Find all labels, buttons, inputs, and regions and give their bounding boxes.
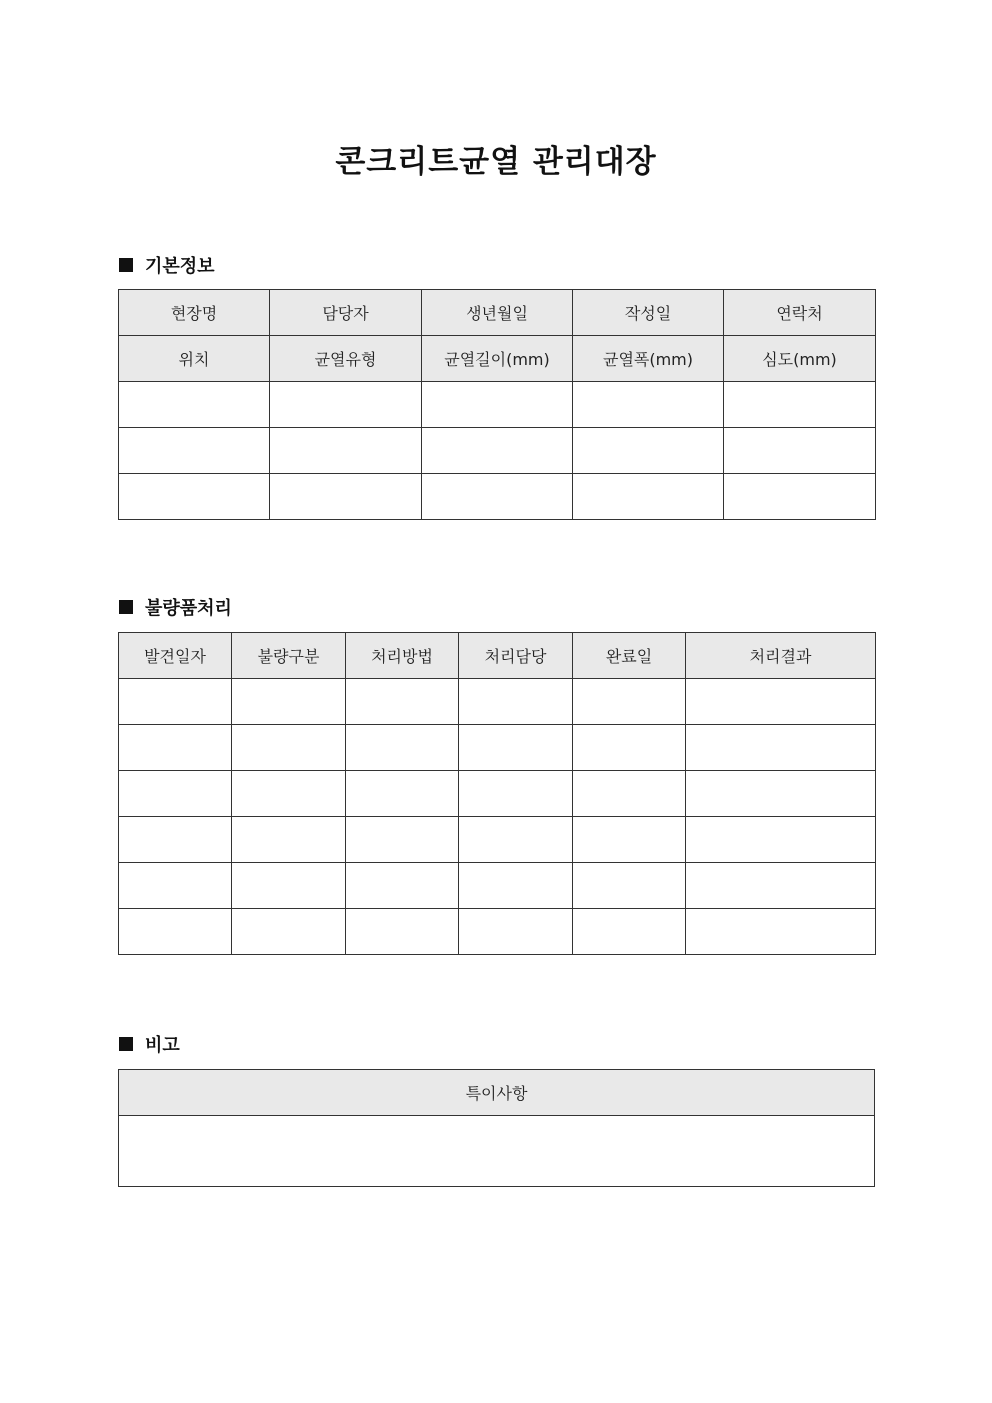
table-cell[interactable]	[119, 909, 232, 955]
table-cell[interactable]	[686, 863, 876, 909]
table-header-row	[119, 1070, 875, 1116]
table-cell[interactable]	[232, 863, 346, 909]
header-cell-defect-category: 불량구분	[232, 633, 346, 679]
table-cell[interactable]	[686, 909, 876, 955]
table-cell[interactable]	[422, 474, 573, 520]
table-cell[interactable]	[119, 771, 232, 817]
table-row	[119, 725, 876, 771]
table-row	[119, 817, 876, 863]
square-bullet-icon	[119, 600, 133, 614]
section-heading-remarks	[119, 1032, 180, 1056]
table-cell[interactable]	[232, 679, 346, 725]
table-header-row	[119, 633, 876, 679]
header-cell-crack-type: 균열유형	[270, 336, 422, 382]
table-cell[interactable]	[119, 679, 232, 725]
table-row	[119, 428, 876, 474]
header-cell-handler: 처리담당	[459, 633, 573, 679]
header-cell-crack-width: 균열폭(mm)	[573, 336, 724, 382]
table-cell[interactable]	[346, 817, 459, 863]
table-row	[119, 474, 876, 520]
section-title: 불량품처리	[145, 598, 232, 619]
remarks-content-cell[interactable]	[119, 1116, 875, 1187]
header-cell-contact: 연락처	[724, 290, 876, 336]
table-cell[interactable]	[459, 817, 573, 863]
table-cell[interactable]	[724, 382, 876, 428]
header-cell-crack-length: 균열길이(mm)	[422, 336, 573, 382]
table-cell[interactable]	[573, 474, 724, 520]
table-cell[interactable]	[686, 725, 876, 771]
table-cell[interactable]	[119, 474, 270, 520]
table-header-row	[119, 290, 876, 336]
table-cell[interactable]	[686, 771, 876, 817]
header-cell-location: 위치	[119, 336, 270, 382]
table-cell[interactable]	[573, 771, 686, 817]
table-cell[interactable]	[346, 771, 459, 817]
table-cell[interactable]	[686, 679, 876, 725]
basic-info-table	[118, 289, 876, 520]
table-cell[interactable]	[573, 725, 686, 771]
table-cell[interactable]	[724, 428, 876, 474]
remarks-table	[118, 1069, 875, 1187]
table-cell[interactable]	[573, 679, 686, 725]
table-cell[interactable]	[270, 382, 422, 428]
table-cell[interactable]	[270, 474, 422, 520]
table-cell[interactable]	[270, 428, 422, 474]
table-cell[interactable]	[119, 817, 232, 863]
table-cell[interactable]	[459, 771, 573, 817]
square-bullet-icon	[119, 1037, 133, 1051]
table-cell[interactable]	[459, 909, 573, 955]
table-header-row	[119, 336, 876, 382]
table-cell[interactable]	[346, 909, 459, 955]
document-title: 콘크리트균열 관리대장	[335, 144, 657, 180]
table-cell[interactable]	[232, 725, 346, 771]
table-cell[interactable]	[724, 474, 876, 520]
table-cell[interactable]	[459, 863, 573, 909]
table-cell[interactable]	[459, 725, 573, 771]
defect-handling-table	[118, 632, 876, 955]
table-cell[interactable]	[119, 863, 232, 909]
table-cell[interactable]	[119, 725, 232, 771]
header-cell-handling-method: 처리방법	[346, 633, 459, 679]
table-row	[119, 863, 876, 909]
header-cell-completion-date: 완료일	[573, 633, 686, 679]
table-cell[interactable]	[573, 909, 686, 955]
table-cell[interactable]	[232, 909, 346, 955]
table-cell[interactable]	[422, 382, 573, 428]
table-cell[interactable]	[573, 863, 686, 909]
section-title: 비고	[145, 1035, 180, 1056]
table-cell[interactable]	[573, 428, 724, 474]
table-cell[interactable]	[119, 382, 270, 428]
table-cell[interactable]	[232, 817, 346, 863]
table-row	[119, 382, 876, 428]
section-heading-defect-handling	[119, 595, 232, 619]
table-row	[119, 909, 876, 955]
table-cell[interactable]	[573, 382, 724, 428]
table-cell[interactable]	[346, 863, 459, 909]
header-cell-written-date: 작성일	[573, 290, 724, 336]
header-cell-handling-result: 처리결과	[686, 633, 876, 679]
table-cell[interactable]	[119, 428, 270, 474]
header-cell-site-name: 현장명	[119, 290, 270, 336]
table-row	[119, 1116, 875, 1187]
header-cell-birth-date: 생년월일	[422, 290, 573, 336]
table-cell[interactable]	[346, 679, 459, 725]
section-heading-basic-info	[119, 253, 215, 277]
square-bullet-icon	[119, 258, 133, 272]
table-cell[interactable]	[459, 679, 573, 725]
table-row	[119, 679, 876, 725]
table-cell[interactable]	[686, 817, 876, 863]
table-cell[interactable]	[346, 725, 459, 771]
table-cell[interactable]	[573, 817, 686, 863]
header-cell-special-notes: 특이사항	[119, 1070, 875, 1116]
header-cell-depth: 심도(mm)	[724, 336, 876, 382]
table-row	[119, 771, 876, 817]
section-title: 기본정보	[145, 256, 215, 277]
header-cell-found-date: 발견일자	[119, 633, 232, 679]
header-cell-manager: 담당자	[270, 290, 422, 336]
table-cell[interactable]	[422, 428, 573, 474]
table-cell[interactable]	[232, 771, 346, 817]
